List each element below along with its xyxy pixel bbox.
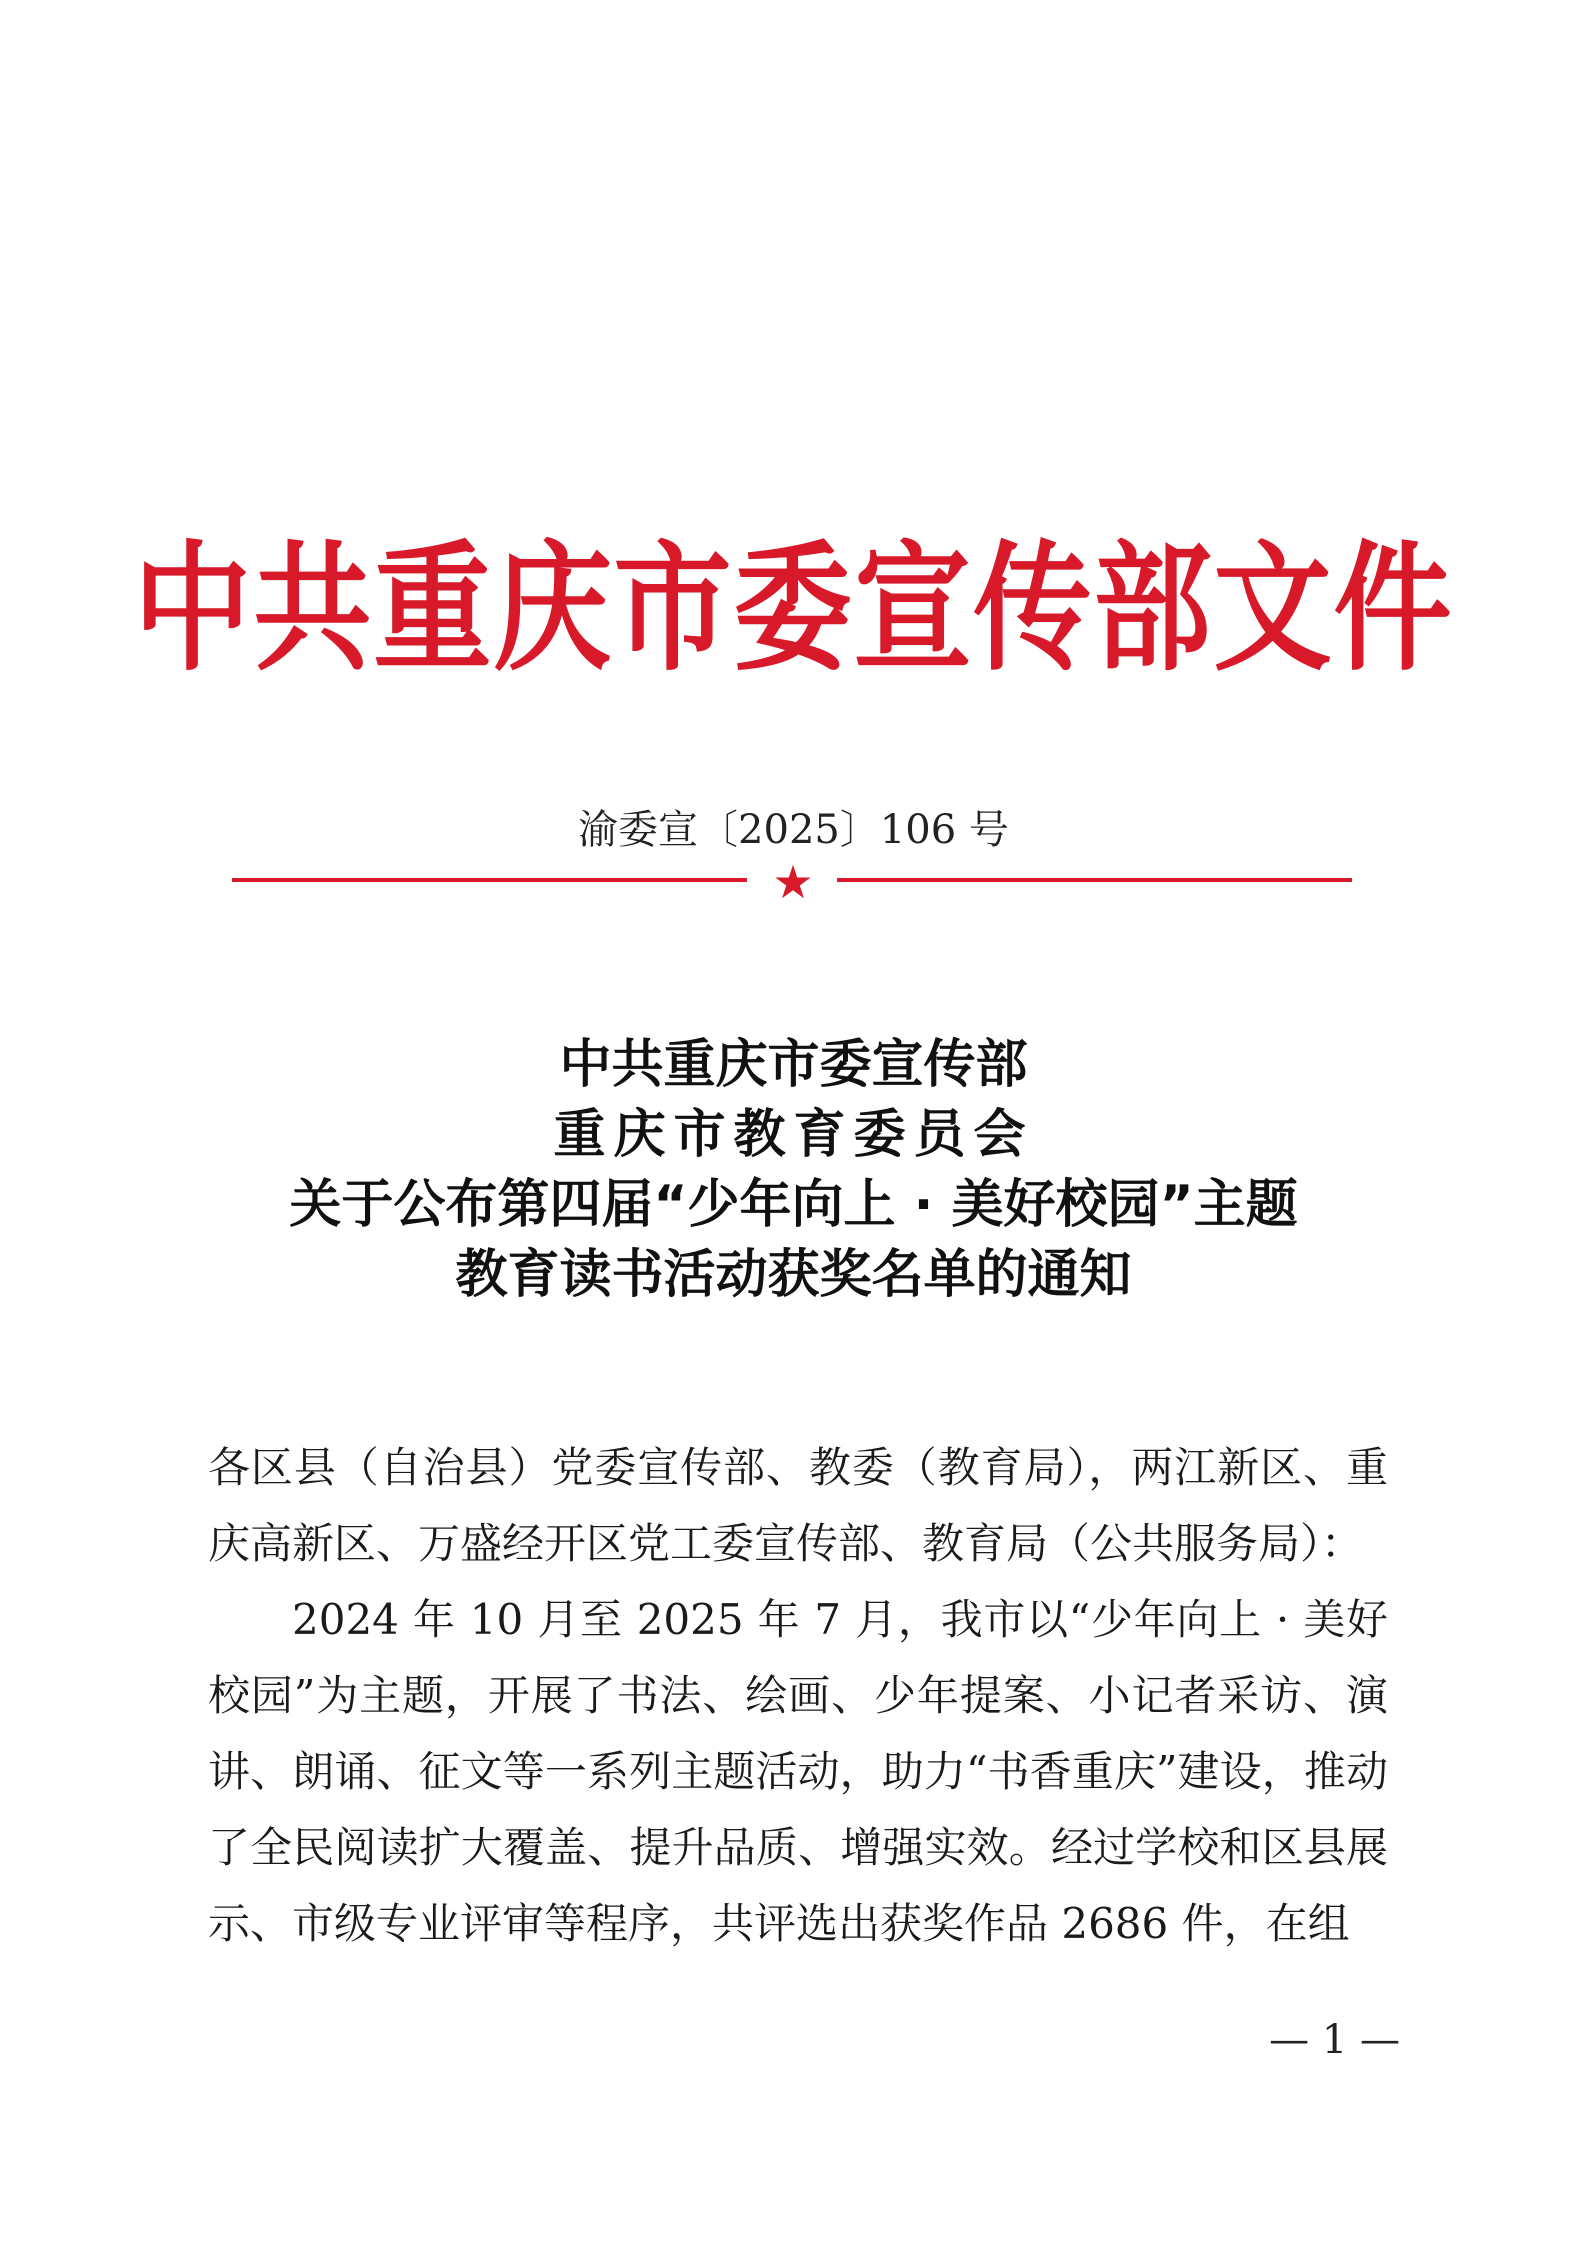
- document-body: [208, 1430, 1388, 1962]
- document-number: 渝委宣〔2025〕106 号: [578, 807, 1009, 853]
- body-paragraph: 2024 年 10 月至 2025 年 7 月，我市以“少年向上 · 美好校园”为主题，开展了书法、绘画、少年提案、小记者采访、演讲、朗诵、征文等一系列主题活动，助力“书香重庆”建设，推动了全民阅读扩大覆盖、提升品质、增强实效。经过学校和区县展示、市级专业评审等程序，共评选出获奖作品 2686 件，在组: [208, 1595, 1388, 1948]
- red-divider: [232, 855, 1352, 910]
- document-title: [0, 1030, 1587, 1310]
- page-number: — 1 —: [1269, 2017, 1400, 2063]
- title-line-subject-1: 关于公布第四届“少年向上 · 美好校园”主题: [289, 1175, 1298, 1235]
- title-line-subject-2: 教育读书活动获奖名单的通知: [455, 1245, 1132, 1305]
- divider-line-right: [837, 878, 1352, 882]
- divider-line-left: [232, 878, 747, 882]
- masthead-title: 中共重庆市委宣传部文件: [133, 527, 1454, 690]
- title-line-issuer-1: 中共重庆市委宣传部: [559, 1035, 1028, 1095]
- star-icon: ★: [772, 855, 814, 909]
- title-line-issuer-2: 重庆市教育委员会: [553, 1105, 1034, 1165]
- addressee-paragraph: 各区县（自治县）党委宣传部、教委（教育局），两江新区、重庆高新区、万盛经开区党工委宣传部、教育局（公共服务局）：: [208, 1443, 1388, 1568]
